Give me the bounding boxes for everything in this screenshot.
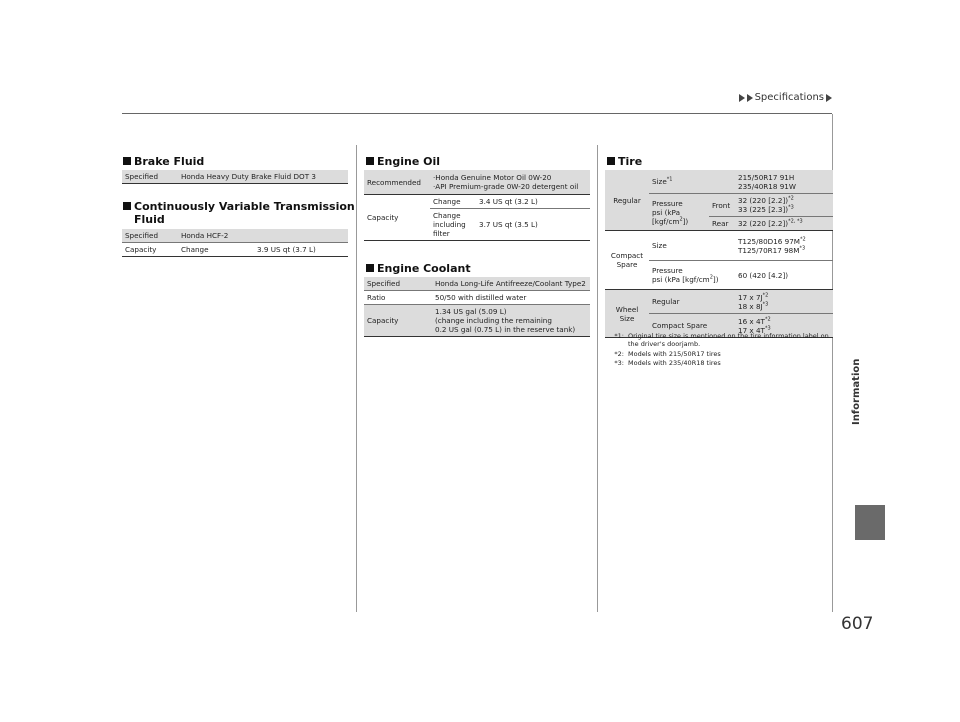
table-cell: 3.9 US qt (3.7 L) (257, 245, 316, 254)
table-row (364, 170, 590, 195)
header-rule (122, 113, 832, 114)
cvt-fluid-table (122, 229, 348, 257)
table-row (122, 243, 348, 257)
triangle-right-icon (826, 94, 832, 102)
table-cell: 32 (220 [2.2])$^{*2, *3}$ (738, 218, 803, 228)
table-cell: Honda Long-Life Antifreeze/Coolant Type2 (435, 279, 586, 288)
table-row (605, 290, 833, 314)
engine-oil-table (364, 170, 590, 241)
table-cell: Ratio (367, 293, 386, 302)
table-row (364, 305, 590, 337)
table-cell: Recommended (367, 177, 421, 187)
table-cell: Regular (605, 170, 649, 231)
table-cell: 60 (420 [4.2]) (738, 270, 789, 280)
breadcrumb (739, 92, 832, 103)
table-cell: Size$^{*1}$ (649, 170, 735, 194)
table-cell: Pressure psi (kPa $[kgf/cm^2]$) (649, 194, 709, 231)
table-cell: Compact Spare (605, 231, 649, 290)
tire-title: Tire (607, 155, 642, 168)
engine-oil-title: Engine Oil (366, 155, 440, 168)
breadcrumb-title: Specifications (754, 92, 824, 103)
engine-coolant-title: Engine Coolant (366, 262, 471, 275)
footnote-2: *2: Models with 215/50R17 tires (614, 350, 721, 358)
cvt-fluid-title: Continuously Variable Transmission Fluid (123, 200, 355, 226)
table-cell: ·Honda Genuine Motor Oil 0W-20 ·API Premium-grade 0W-20 detergent oil (433, 173, 579, 191)
table-cell: 32 (220 [2.2])$^{*2}$ 33 (225 [2.3])$^{*3}$ (735, 194, 833, 217)
table-cell: Capacity (364, 195, 430, 241)
table-row (364, 277, 590, 291)
table-cell: Capacity (367, 316, 399, 325)
table-cell: 50/50 with distilled water (435, 293, 527, 302)
triangle-right-icon (739, 94, 745, 102)
table-cell: Specified (125, 231, 159, 240)
table-cell: Honda Heavy Duty Brake Fluid DOT 3 (181, 172, 316, 181)
footnote-1: *1: Original tire size is mentioned on the tire information label on the driver's doorjamb. (614, 332, 829, 348)
table-cell: Front (709, 194, 735, 217)
table-cell: 16 x $4T^{*2}$ 17 x $4T^{*3}$ (738, 316, 771, 335)
table-cell: 17 x $7J^{*2}$ 18 x $8J^{*3}$ (735, 290, 833, 314)
table-cell: Honda HCF-2 (181, 231, 229, 240)
square-bullet-icon (607, 157, 615, 165)
table-cell: Specified (125, 172, 159, 181)
footnote-3: *3: Models with 235/40R18 tires (614, 359, 721, 367)
table-cell: Rear (712, 219, 729, 228)
column-divider (597, 145, 598, 612)
table-cell: 215/50R17 91H 235/40R18 91W (735, 170, 833, 194)
table-cell: T125/80D16 $97M^{*2}$ T125/70R17 $98M^{*3}$ (735, 231, 833, 261)
brake-fluid-table (122, 170, 348, 184)
table-cell: Change including filter (433, 211, 466, 238)
table-row (605, 170, 833, 194)
side-label: Information (851, 358, 862, 425)
engine-coolant-table (364, 277, 590, 337)
table-row (122, 229, 348, 243)
page-number: 607 (841, 614, 874, 634)
table-cell: Capacity (125, 245, 157, 254)
table-row (605, 231, 833, 261)
square-bullet-icon (366, 264, 374, 272)
table-cell: Size (649, 231, 735, 261)
table-cell: Change (430, 195, 476, 209)
brake-fluid-title: Brake Fluid (123, 155, 204, 168)
table-row (364, 291, 590, 305)
triangle-right-icon (747, 94, 753, 102)
table-cell: 3.7 US qt (3.5 L) (479, 220, 538, 229)
table-cell: Pressure psi (kPa $[kgf/cm^2]$) (652, 266, 719, 284)
square-bullet-icon (366, 157, 374, 165)
table-cell: Change (181, 245, 209, 254)
table-cell: 3.4 US qt (3.2 L) (476, 195, 590, 209)
tire-table (605, 170, 833, 338)
table-cell: Compact Spare (652, 321, 708, 330)
square-bullet-icon (123, 202, 131, 210)
table-row (364, 195, 590, 209)
side-tab (855, 505, 885, 540)
table-cell: Wheel Size (605, 290, 649, 338)
table-cell: Specified (367, 279, 401, 288)
table-cell: Regular (649, 290, 735, 314)
column-divider (356, 145, 357, 612)
square-bullet-icon (123, 157, 131, 165)
table-row (122, 170, 348, 184)
table-cell: 1.34 US gal (5.09 L) (change including the remaining 0.2 US gal (0.75 L) in the reserve tank) (435, 307, 576, 334)
